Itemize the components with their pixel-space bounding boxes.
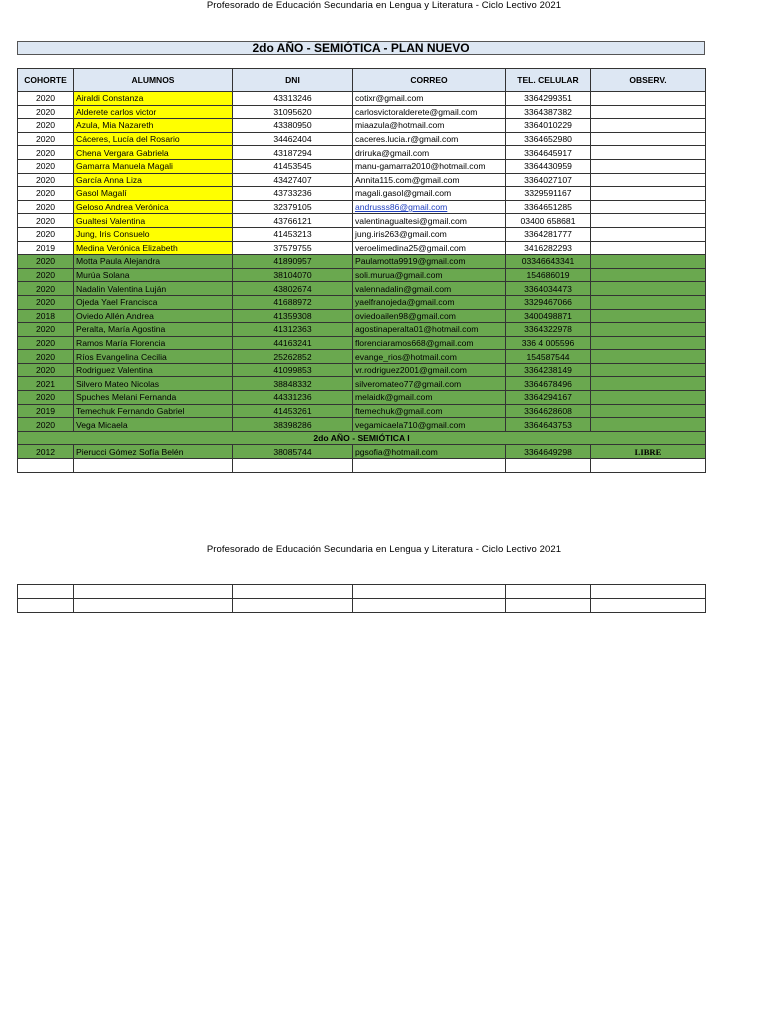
cell-correo: veroelimedina25@gmail.com	[353, 241, 506, 255]
cell-dni: 41890957	[233, 255, 353, 269]
cell-dni: 25262852	[233, 350, 353, 364]
cell-dni: 43766121	[233, 214, 353, 228]
table-row	[18, 146, 706, 160]
cell-observ: LIBRE	[591, 445, 706, 459]
table-row	[18, 268, 706, 282]
cell-observ	[591, 200, 706, 214]
cell-cohorte: 2020	[18, 214, 74, 228]
students-table	[17, 68, 706, 473]
cell-observ	[591, 146, 706, 160]
cell-alumno: Temechuk Fernando Gabriel	[74, 404, 233, 418]
cell-observ	[591, 377, 706, 391]
cell-correo: cotixr@gmail.com	[353, 92, 506, 106]
table-row	[18, 214, 706, 228]
cell-alumno: Ríos Evangelina Cecilia	[74, 350, 233, 364]
cell-tel: 3364281777	[506, 227, 591, 241]
col-observ: OBSERV.	[591, 69, 706, 92]
cell-observ	[591, 323, 706, 337]
cell-tel: 3400498871	[506, 309, 591, 323]
cell-tel: 3364027107	[506, 173, 591, 187]
cell-dni: 37579755	[233, 241, 353, 255]
document-header: Profesorado de Educación Secundaria en Lengua y Literatura - Ciclo Lectivo 2021	[206, 0, 562, 11]
cell-observ	[591, 391, 706, 405]
cell-cohorte: 2020	[18, 391, 74, 405]
cell-alumno: García Anna Liza	[74, 173, 233, 187]
cell-alumno: Peralta, María Agostina	[74, 323, 233, 337]
empty-cell	[353, 599, 506, 613]
cell-observ	[591, 173, 706, 187]
cell-cohorte: 2020	[18, 336, 74, 350]
empty-cell	[18, 585, 74, 599]
cell-alumno: Gualtesi Valentina	[74, 214, 233, 228]
table-row	[18, 255, 706, 269]
cell-cohorte: 2020	[18, 418, 74, 432]
cell-dni: 43380950	[233, 119, 353, 133]
cell-dni: 41453213	[233, 227, 353, 241]
empty-row	[18, 459, 706, 473]
table-row	[18, 119, 706, 133]
cell-dni: 44331236	[233, 391, 353, 405]
cell-dni: 43733236	[233, 187, 353, 201]
table-row	[18, 92, 706, 106]
table-row	[18, 350, 706, 364]
cell-dni: 31095620	[233, 105, 353, 119]
cell-alumno: Silvero Mateo Nicolas	[74, 377, 233, 391]
cell-cohorte: 2020	[18, 92, 74, 106]
cell-cohorte: 2020	[18, 187, 74, 201]
cell-cohorte: 2020	[18, 295, 74, 309]
cell-correo: oviedoailen98@gmail.com	[353, 309, 506, 323]
table-row	[18, 132, 706, 146]
cell-alumno: Nadalin Valentina Luján	[74, 282, 233, 296]
table-row	[18, 363, 706, 377]
cell-tel: 3364299351	[506, 92, 591, 106]
cell-observ	[591, 282, 706, 296]
cell-observ	[591, 159, 706, 173]
cell-correo: evange_rios@hotmail.com	[353, 350, 506, 364]
cell-correo: valentinagualtesi@gmail.com	[353, 214, 506, 228]
section-title: 2do AÑO - SEMIÓTICA I	[18, 431, 706, 445]
cell-correo: ftemechuk@gmail.com	[353, 404, 506, 418]
cell-correo: Paulamotta9919@gmail.com	[353, 255, 506, 269]
cell-correo: jung.iris263@gmail.com	[353, 227, 506, 241]
cell-observ	[591, 268, 706, 282]
cell-tel: 154587544	[506, 350, 591, 364]
table-row	[18, 391, 706, 405]
cell-dni: 34462404	[233, 132, 353, 146]
cell-cohorte: 2012	[18, 445, 74, 459]
cell-tel: 3364387382	[506, 105, 591, 119]
table-row	[18, 336, 706, 350]
cell-tel: 3364649298	[506, 445, 591, 459]
cell-alumno: Rodriguez Valentina	[74, 363, 233, 377]
section-title-row	[18, 431, 706, 445]
cell-tel: 3329467066	[506, 295, 591, 309]
cell-correo: caceres.lucia.r@gmail.com	[353, 132, 506, 146]
table-row	[18, 404, 706, 418]
table-row	[18, 105, 706, 119]
cell-observ	[591, 92, 706, 106]
cell-observ	[591, 309, 706, 323]
cell-correo: driruka@gmail.com	[353, 146, 506, 160]
empty-row	[18, 585, 706, 599]
cell-cohorte: 2020	[18, 255, 74, 269]
cell-correo: vr.rodriguez2001@gmail.com	[353, 363, 506, 377]
empty-cell	[353, 585, 506, 599]
cell-tel: 3364678496	[506, 377, 591, 391]
cell-alumno: Vega Micaela	[74, 418, 233, 432]
table-row	[18, 227, 706, 241]
cell-observ	[591, 336, 706, 350]
cell-alumno: Spuches Melani Fernanda	[74, 391, 233, 405]
cell-alumno: Azula, Mia Nazareth	[74, 119, 233, 133]
cell-correo: silveromateo77@gmail.com	[353, 377, 506, 391]
cell-alumno: Motta Paula Alejandra	[74, 255, 233, 269]
cell-cohorte: 2020	[18, 105, 74, 119]
empty-cell	[74, 459, 233, 473]
cell-tel: 3364322978	[506, 323, 591, 337]
cell-dni: 38085744	[233, 445, 353, 459]
cell-alumno: Pierucci Gómez Sofía Belén	[74, 445, 233, 459]
cell-dni: 32379105	[233, 200, 353, 214]
empty-table	[17, 584, 706, 613]
cell-dni: 43427407	[233, 173, 353, 187]
cell-observ	[591, 404, 706, 418]
empty-cell	[506, 585, 591, 599]
cell-cohorte: 2020	[18, 350, 74, 364]
cell-correo: florenciaramos668@gmail.com	[353, 336, 506, 350]
cell-alumno: Cáceres, Lucía del Rosario	[74, 132, 233, 146]
empty-cell	[591, 599, 706, 613]
cell-correo: yaelfranojeda@gmail.com	[353, 295, 506, 309]
cell-cohorte: 2021	[18, 377, 74, 391]
cell-dni: 41453261	[233, 404, 353, 418]
cell-correo: miaazula@hotmail.com	[353, 119, 506, 133]
cell-alumno: Airaldi Constanza	[74, 92, 233, 106]
cell-observ	[591, 350, 706, 364]
cell-dni: 41688972	[233, 295, 353, 309]
cell-tel: 3329591167	[506, 187, 591, 201]
cell-dni: 38848332	[233, 377, 353, 391]
cell-tel: 154686019	[506, 268, 591, 282]
cell-dni: 41359308	[233, 309, 353, 323]
document-header-page2: Profesorado de Educación Secundaria en Lengua y Literatura - Ciclo Lectivo 2021	[206, 544, 562, 555]
cell-alumno: Jung, Iris Consuelo	[74, 227, 233, 241]
cell-tel: 3364628608	[506, 404, 591, 418]
cell-alumno: Ramos María Florencia	[74, 336, 233, 350]
cell-tel: 3364010229	[506, 119, 591, 133]
empty-cell	[18, 459, 74, 473]
cell-observ	[591, 255, 706, 269]
empty-cell	[74, 599, 233, 613]
cell-tel: 3364238149	[506, 363, 591, 377]
table-row	[18, 187, 706, 201]
table-row	[18, 173, 706, 187]
table-row	[18, 309, 706, 323]
cell-cohorte: 2020	[18, 132, 74, 146]
cell-cohorte: 2020	[18, 227, 74, 241]
table-row	[18, 418, 706, 432]
cell-correo: melaidk@gmail.com	[353, 391, 506, 405]
col-alumnos: ALUMNOS	[74, 69, 233, 92]
table-row	[18, 159, 706, 173]
col-dni: DNI	[233, 69, 353, 92]
cell-dni: 44163241	[233, 336, 353, 350]
cell-alumno: Medina Verónica Elizabeth	[74, 241, 233, 255]
cell-alumno: Ojeda Yael Francisca	[74, 295, 233, 309]
empty-cell	[233, 599, 353, 613]
cell-tel: 03400 658681	[506, 214, 591, 228]
empty-row	[18, 599, 706, 613]
cell-correo: vegamicaela710@gmail.com	[353, 418, 506, 432]
cell-alumno: Murúa Solana	[74, 268, 233, 282]
cell-cohorte: 2018	[18, 309, 74, 323]
cell-observ	[591, 418, 706, 432]
cell-correo	[353, 200, 506, 214]
table-row	[18, 200, 706, 214]
table-row	[18, 295, 706, 309]
cell-cohorte: 2020	[18, 159, 74, 173]
table-row	[18, 445, 706, 459]
cell-tel: 3364294167	[506, 391, 591, 405]
cell-correo: Annita115.com@gmail.com	[353, 173, 506, 187]
cell-observ	[591, 214, 706, 228]
cell-cohorte: 2020	[18, 282, 74, 296]
cell-dni: 43313246	[233, 92, 353, 106]
empty-cell	[591, 459, 706, 473]
cell-cohorte: 2020	[18, 146, 74, 160]
table-row	[18, 323, 706, 337]
cell-cohorte: 2020	[18, 268, 74, 282]
cell-observ	[591, 187, 706, 201]
empty-cell	[506, 459, 591, 473]
cell-cohorte: 2020	[18, 323, 74, 337]
empty-cell	[18, 599, 74, 613]
cell-tel: 3364034473	[506, 282, 591, 296]
cell-alumno: Oviedo Allén Andrea	[74, 309, 233, 323]
cell-alumno: Gasol Magalí	[74, 187, 233, 201]
cell-observ	[591, 119, 706, 133]
table-row	[18, 282, 706, 296]
cell-dni: 41453545	[233, 159, 353, 173]
cell-correo: pgsofia@hotmail.com	[353, 445, 506, 459]
cell-observ	[591, 241, 706, 255]
cell-tel: 3364652980	[506, 132, 591, 146]
cell-observ	[591, 132, 706, 146]
cell-correo: carlosvictoralderete@gmail.com	[353, 105, 506, 119]
col-correo: CORREO	[353, 69, 506, 92]
cell-alumno: Alderete carlos victor	[74, 105, 233, 119]
cell-alumno: Chena Vergara Gabriela	[74, 146, 233, 160]
cell-tel: 336 4 005596	[506, 336, 591, 350]
cell-tel: 3364430959	[506, 159, 591, 173]
cell-cohorte: 2020	[18, 200, 74, 214]
col-tel: TEL. CELULAR	[506, 69, 591, 92]
cell-dni: 43802674	[233, 282, 353, 296]
cell-observ	[591, 227, 706, 241]
cell-dni: 41099853	[233, 363, 353, 377]
email-link[interactable]: andrusss86@gmail.com	[355, 202, 448, 213]
cell-dni: 43187294	[233, 146, 353, 160]
cell-correo: manu-gamarra2010@hotmail.com	[353, 159, 506, 173]
cell-cohorte: 2020	[18, 119, 74, 133]
empty-cell	[233, 459, 353, 473]
empty-cell	[353, 459, 506, 473]
cell-observ	[591, 295, 706, 309]
table-row	[18, 241, 706, 255]
cell-tel: 3364651285	[506, 200, 591, 214]
cell-correo: soli.murua@gmail.com	[353, 268, 506, 282]
cell-correo: agostinaperalta01@hotmail.com	[353, 323, 506, 337]
cell-dni: 38398286	[233, 418, 353, 432]
table-title: 2do AÑO - SEMIÓTICA - PLAN NUEVO	[17, 41, 705, 55]
cell-observ	[591, 363, 706, 377]
cell-cohorte: 2019	[18, 404, 74, 418]
cell-tel: 3416282293	[506, 241, 591, 255]
empty-cell	[74, 585, 233, 599]
cell-tel: 03346643341	[506, 255, 591, 269]
cell-cohorte: 2019	[18, 241, 74, 255]
cell-correo: magali.gasol@gmail.com	[353, 187, 506, 201]
cell-cohorte: 2020	[18, 363, 74, 377]
col-cohorte: COHORTE	[18, 69, 74, 92]
cell-alumno: Geloso Andrea Verónica	[74, 200, 233, 214]
empty-cell	[591, 585, 706, 599]
table-row	[18, 377, 706, 391]
cell-tel: 3364645917	[506, 146, 591, 160]
empty-cell	[506, 599, 591, 613]
cell-cohorte: 2020	[18, 173, 74, 187]
cell-correo: valennadalin@gmail.com	[353, 282, 506, 296]
cell-alumno: Gamarra Manuela Magali	[74, 159, 233, 173]
cell-tel: 3364643753	[506, 418, 591, 432]
cell-dni: 41312363	[233, 323, 353, 337]
table-header-row	[18, 69, 706, 92]
empty-cell	[233, 585, 353, 599]
cell-dni: 38104070	[233, 268, 353, 282]
cell-observ	[591, 105, 706, 119]
